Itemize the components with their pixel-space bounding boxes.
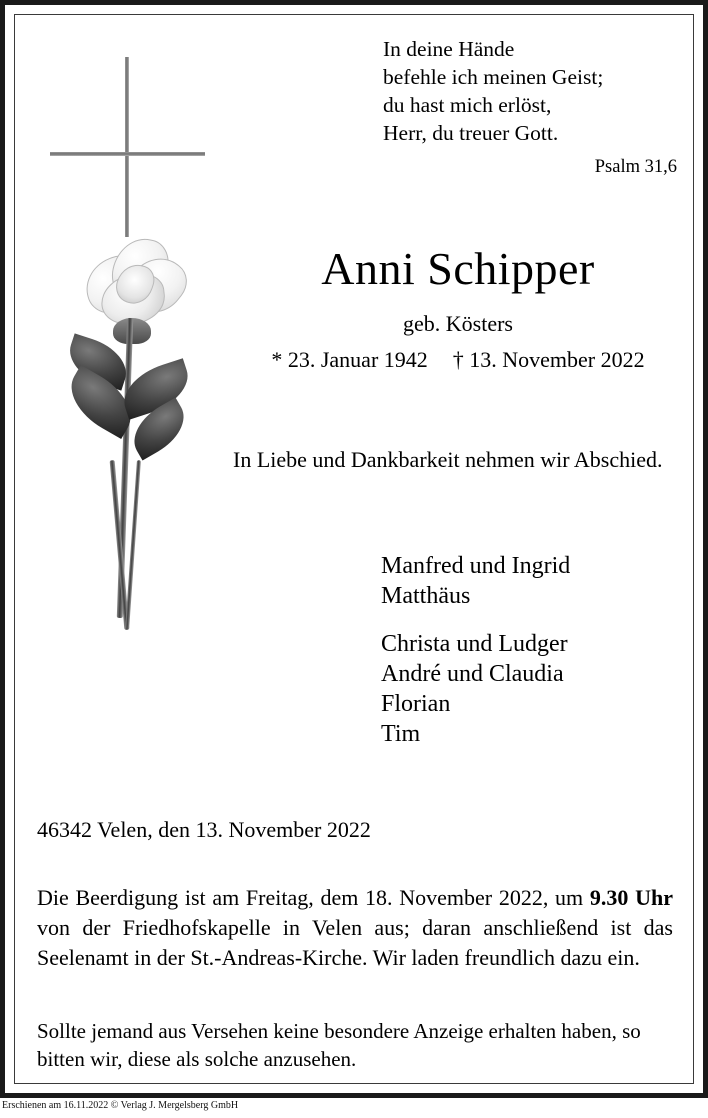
family-member: André und Claudia [381, 661, 564, 687]
notice-note: Sollte jemand aus Versehen keine besondere Anzeige erhalten haben, so bitten wir, diese als solche anzusehen. [37, 1019, 641, 1071]
verse-line-4: Herr, du treuer Gott. [383, 121, 559, 145]
funeral-time: 9.30 Uhr [589, 885, 673, 910]
verse-source: Psalm 31,6 [594, 157, 677, 177]
verse-line-2: befehle ich meinen Geist; [383, 65, 604, 89]
family-member: Florian [381, 691, 451, 717]
rose-stem [125, 460, 141, 630]
cross-horizontal-bar [50, 152, 205, 156]
family-member: Tim [381, 721, 421, 747]
deceased-name: Anni Schipper [321, 243, 595, 294]
family-group [381, 629, 681, 749]
funeral-text-part-2: von der Friedhofskapelle in Velen aus; daran anschließend ist das Seelenamt in der St.-Andreas-Kirche. Wir laden freundlich dazu ein. [37, 915, 673, 970]
tribute-text: In Liebe und Dankbarkeit nehmen wir Abschied. [233, 447, 663, 472]
family-member: Christa und Ludger [381, 631, 568, 657]
rose-bloom [83, 230, 179, 326]
deceased-maiden-name: geb. Kösters [403, 311, 513, 336]
birth-date: * 23. Januar 1942 [271, 347, 428, 372]
verse-block [383, 35, 683, 181]
verse-line-3: du hast mich erlöst, [383, 93, 552, 117]
family-member: Manfred und Ingrid [381, 553, 571, 579]
funeral-text-part-1: Die Beerdigung ist am Freitag, dem 18. November 2022, um [37, 885, 590, 910]
family-group [381, 551, 681, 611]
rose-icon [65, 210, 225, 640]
funeral-info [37, 883, 673, 973]
deceased-dates [223, 347, 693, 373]
illustration [27, 35, 242, 655]
death-date: † 13. November 2022 [452, 347, 645, 372]
footer-credit: Erschienen am 16.11.2022 © Verlag J. Mergelsberg GmbH [2, 1100, 239, 1111]
family-member: Matthäus [381, 583, 471, 609]
verse-line-1: In deine Hände [383, 37, 515, 61]
family-list [381, 551, 681, 749]
place-and-date: 46342 Velen, den 13. November 2022 [37, 817, 371, 842]
